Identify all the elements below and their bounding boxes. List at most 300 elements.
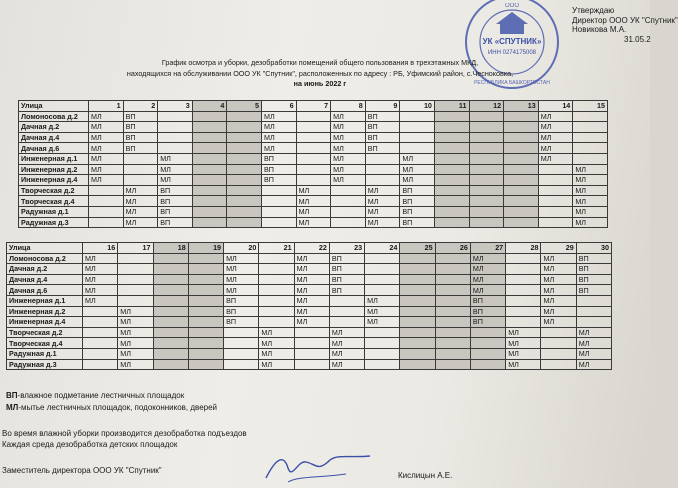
schedule-cell [296,143,331,154]
schedule-cell: МЛ [576,327,611,338]
street-name: Дачная д.4 [19,132,89,143]
schedule-cell: ВП [329,253,364,264]
schedule-cell [538,185,573,196]
schedule-cell: МЛ [365,306,400,317]
schedule-cell: МЛ [331,132,366,143]
schedule-cell: ВП [158,217,193,228]
schedule-cell: ВП [224,306,259,317]
schedule-cell [435,359,470,370]
schedule-cell: МЛ [541,274,576,285]
schedule-cell [331,185,366,196]
table-row [19,185,608,196]
schedule-cell: МЛ [89,175,124,186]
schedule-cell: МЛ [118,317,153,328]
schedule-cell [435,274,470,285]
schedule-cell [434,206,469,217]
schedule-cell [192,185,227,196]
schedule-cell [227,185,262,196]
column-header-day: 8 [331,101,366,112]
approve-position: Директор ООО УК "Спутник" [572,15,678,25]
schedule-cell [365,274,400,285]
schedule-cell: МЛ [331,111,366,122]
schedule-cell [576,295,611,306]
schedule-cell: МЛ [296,196,331,207]
schedule-cell [504,206,539,217]
schedule-cell [188,295,223,306]
schedule-cell: МЛ [294,264,329,275]
schedule-cell [89,185,124,196]
schedule-cell [469,111,504,122]
street-name: Инженерная д.4 [7,317,83,328]
schedule-cell: МЛ [118,359,153,370]
schedule-cell [470,338,505,349]
schedule-cell [329,295,364,306]
schedule-cell: МЛ [573,175,608,186]
schedule-cell [573,143,608,154]
schedule-cell: ВП [329,285,364,296]
schedule-cell: МЛ [365,317,400,328]
schedule-cell [153,285,188,296]
schedule-cell: ВП [400,217,435,228]
column-header-day: 25 [400,243,435,254]
schedule-cell: МЛ [89,143,124,154]
schedule-cell [192,153,227,164]
table-row [19,122,608,133]
schedule-cell: МЛ [400,164,435,175]
schedule-cell: МЛ [123,217,158,228]
schedule-cell [469,217,504,228]
schedule-cell [259,317,294,328]
schedule-cell: МЛ [224,253,259,264]
schedule-cell: ВП [329,274,364,285]
column-header-day: 10 [400,101,435,112]
schedule-cell: МЛ [538,122,573,133]
schedule-cell: МЛ [576,338,611,349]
svg-text:ООО: ООО [504,3,520,9]
schedule-cell: МЛ [261,122,296,133]
schedule-cell [227,143,262,154]
schedule-cell: МЛ [89,153,124,164]
schedule-cell [400,122,435,133]
street-name: Радужная д.1 [19,206,89,217]
schedule-cell [435,327,470,338]
schedule-cell: МЛ [400,153,435,164]
schedule-cell [227,175,262,186]
schedule-cell: ВП [123,122,158,133]
svg-text:ИНН 0274175008: ИНН 0274175008 [487,50,537,56]
table-header-row [7,243,612,254]
column-header-day: 6 [261,101,296,112]
schedule-cell [153,295,188,306]
schedule-cell [192,132,227,143]
schedule-cell: МЛ [331,175,366,186]
schedule-cell [573,132,608,143]
schedule-cell: ВП [123,111,158,122]
title-month: на июнь 2022 г [293,79,347,88]
notes [2,428,247,450]
column-header-day: 28 [506,243,541,254]
schedule-cell [188,317,223,328]
column-header-day: 12 [469,101,504,112]
title-line-2: находящихся на обслуживании ООО УК "Спутник", расположенных по адресу : РБ, Уфимский район, с.Чесноковка, [126,68,514,78]
schedule-cell [153,253,188,264]
schedule-cell [259,264,294,275]
schedule-cell: МЛ [158,164,193,175]
schedule-cell: МЛ [538,132,573,143]
schedule-cell: МЛ [261,111,296,122]
schedule-cell [227,153,262,164]
schedule-cell [259,253,294,264]
schedule-cell [153,338,188,349]
column-header-day: 22 [294,243,329,254]
schedule-cell [259,285,294,296]
column-header-day: 11 [434,101,469,112]
column-header-day: 7 [296,101,331,112]
schedule-cell [434,122,469,133]
schedule-cell [504,196,539,207]
schedule-cell [224,338,259,349]
schedule-cell: ВП [576,274,611,285]
column-header-day: 15 [573,101,608,112]
schedule-cell: МЛ [261,132,296,143]
schedule-cell [400,264,435,275]
schedule-cell [259,274,294,285]
schedule-cell [227,132,262,143]
schedule-cell [89,206,124,217]
schedule-cell [261,217,296,228]
schedule-cell [541,359,576,370]
table-row [7,317,612,328]
schedule-cell: ВП [365,122,400,133]
schedule-cell: ВП [365,132,400,143]
schedule-cell: ВП [576,264,611,275]
schedule-cell [188,253,223,264]
column-header-day: 18 [153,243,188,254]
schedule-cell: МЛ [259,359,294,370]
schedule-cell: ВП [400,185,435,196]
column-header-day: 3 [158,101,193,112]
schedule-cell: МЛ [259,327,294,338]
legend [6,390,217,414]
schedule-cell: МЛ [259,338,294,349]
schedule-cell: МЛ [576,348,611,359]
schedule-cell: МЛ [329,348,364,359]
table-row [19,111,608,122]
schedule-cell [435,338,470,349]
schedule-cell [89,196,124,207]
schedule-cell: МЛ [158,153,193,164]
street-name: Дачная д.6 [19,143,89,154]
schedule-cell: МЛ [506,359,541,370]
street-name: Инженерная д.1 [7,295,83,306]
schedule-cell [573,111,608,122]
schedule-cell: МЛ [261,143,296,154]
schedule-table-2 [6,242,612,370]
schedule-cell: МЛ [296,185,331,196]
legend-vp: ВП-влажное подметание лестничных площадок [6,391,185,400]
schedule-cell: ВП [261,153,296,164]
schedule-cell [541,327,576,338]
schedule-cell [435,285,470,296]
schedule-cell [188,359,223,370]
schedule-cell [541,348,576,359]
column-header-day: 21 [259,243,294,254]
table-header-row [19,101,608,112]
approve-date: 31.05.2 [624,34,651,44]
title-line-1: График осмотра и уборки, дезобработки помещений общего пользования в трехэтажных МКД, [161,58,479,67]
schedule-cell: ВП [470,317,505,328]
schedule-cell: ВП [123,132,158,143]
schedule-cell [506,274,541,285]
schedule-cell [153,317,188,328]
schedule-cell: МЛ [296,206,331,217]
schedule-cell [153,359,188,370]
schedule-cell [365,327,400,338]
schedule-cell [365,285,400,296]
table-row [7,327,612,338]
schedule-cell [365,338,400,349]
schedule-cell [153,348,188,359]
schedule-cell [434,143,469,154]
schedule-cell [296,175,331,186]
street-name: Инженерная д.2 [7,306,83,317]
svg-text:РЕСПУБЛИКА БАШКОРТОСТАН: РЕСПУБЛИКА БАШКОРТОСТАН [474,80,550,86]
street-name: Дачная д.2 [7,264,83,275]
table-row [19,143,608,154]
column-header-day: 30 [576,243,611,254]
schedule-cell [83,359,118,370]
schedule-cell: МЛ [541,306,576,317]
schedule-cell: ВП [576,285,611,296]
schedule-cell [434,132,469,143]
schedule-cell: МЛ [294,295,329,306]
schedule-cell [365,175,400,186]
schedule-cell [123,153,158,164]
schedule-cell [400,143,435,154]
table-row [7,264,612,275]
table-row [7,359,612,370]
schedule-cell: МЛ [123,196,158,207]
schedule-cell [158,111,193,122]
schedule-cell [434,196,469,207]
schedule-cell [89,217,124,228]
schedule-cell [118,253,153,264]
schedule-cell: МЛ [224,285,259,296]
schedule-cell: МЛ [89,132,124,143]
schedule-cell: МЛ [365,295,400,306]
schedule-cell [400,111,435,122]
schedule-cell: МЛ [83,274,118,285]
schedule-cell [123,164,158,175]
schedule-cell [469,153,504,164]
schedule-cell [294,327,329,338]
schedule-cell: ВП [224,295,259,306]
schedule-cell [469,164,504,175]
schedule-cell [365,153,400,164]
schedule-cell [331,196,366,207]
table-row [7,253,612,264]
schedule-cell [294,338,329,349]
schedule-cell: МЛ [89,164,124,175]
schedule-cell [188,327,223,338]
schedule-cell: МЛ [541,253,576,264]
schedule-cell: МЛ [329,327,364,338]
schedule-cell: МЛ [470,285,505,296]
schedule-cell [224,327,259,338]
schedule-cell [541,338,576,349]
schedule-cell [296,164,331,175]
schedule-cell: МЛ [294,317,329,328]
schedule-cell [118,264,153,275]
schedule-cell [331,217,366,228]
schedule-cell: МЛ [400,175,435,186]
schedule-cell: МЛ [365,196,400,207]
schedule-cell [434,185,469,196]
schedule-cell [400,253,435,264]
street-name: Дачная д.2 [19,122,89,133]
column-header-day: 26 [435,243,470,254]
schedule-cell [469,122,504,133]
table-row [19,153,608,164]
column-header-day: 9 [365,101,400,112]
table-row [19,132,608,143]
table-row [7,306,612,317]
schedule-cell: МЛ [329,338,364,349]
schedule-cell [153,327,188,338]
schedule-cell [506,317,541,328]
schedule-cell [296,122,331,133]
schedule-cell [224,359,259,370]
schedule-cell [192,111,227,122]
schedule-cell: МЛ [158,175,193,186]
schedule-cell: МЛ [365,217,400,228]
street-name: Творческая д.4 [19,196,89,207]
schedule-cell [538,196,573,207]
schedule-cell [434,175,469,186]
schedule-cell: МЛ [573,196,608,207]
schedule-cell [504,185,539,196]
signature-position: Заместитель директора ООО УК "Спутник" [2,466,162,475]
column-header-day: 29 [541,243,576,254]
schedule-cell [188,274,223,285]
schedule-cell: ВП [261,164,296,175]
schedule-cell [400,338,435,349]
schedule-cell [192,206,227,217]
schedule-cell: ВП [365,143,400,154]
schedule-cell: МЛ [329,359,364,370]
schedule-cell [400,285,435,296]
schedule-cell: МЛ [294,274,329,285]
schedule-cell [504,143,539,154]
street-name: Творческая д.2 [19,185,89,196]
schedule-cell [538,217,573,228]
schedule-cell [365,348,400,359]
schedule-cell [227,206,262,217]
schedule-cell [227,122,262,133]
schedule-cell [123,175,158,186]
schedule-cell [504,122,539,133]
table-row [19,217,608,228]
schedule-cell: ВП [470,306,505,317]
schedule-cell: МЛ [294,285,329,296]
schedule-cell: МЛ [470,274,505,285]
schedule-cell [434,111,469,122]
schedule-cell: МЛ [365,206,400,217]
schedule-cell [158,122,193,133]
schedule-cell [224,348,259,359]
street-name: Дачная д.6 [7,285,83,296]
street-name: Радужная д.3 [7,359,83,370]
schedule-cell: МЛ [573,164,608,175]
note-1: Во время влажной уборки производится дезобработка подъездов [2,429,247,438]
street-name: Творческая д.2 [7,327,83,338]
street-name: Радужная д.1 [7,348,83,359]
schedule-cell [469,196,504,207]
street-name: Ломоносова д.2 [19,111,89,122]
schedule-cell [435,317,470,328]
table-row [19,206,608,217]
schedule-cell [504,111,539,122]
schedule-cell [576,306,611,317]
schedule-cell [188,264,223,275]
schedule-cell [504,153,539,164]
schedule-cell: ВП [400,206,435,217]
schedule-table-1 [18,100,608,228]
signature-name: Кислицын А.Е. [398,471,453,480]
schedule-cell [506,264,541,275]
schedule-cell [83,338,118,349]
schedule-cell [504,175,539,186]
schedule-cell: МЛ [541,264,576,275]
column-header-day: 27 [470,243,505,254]
column-header-day: 2 [123,101,158,112]
schedule-cell [227,217,262,228]
schedule-cell: МЛ [294,306,329,317]
table-row [7,285,612,296]
schedule-cell [469,175,504,186]
schedule-cell: МЛ [83,253,118,264]
note-2: Каждая среда дезобработка детских площадок [2,440,178,449]
schedule-cell: МЛ [331,153,366,164]
schedule-cell [576,317,611,328]
schedule-cell [83,317,118,328]
schedule-cell [506,306,541,317]
schedule-cell [538,175,573,186]
column-header-day: 4 [192,101,227,112]
schedule-cell: МЛ [83,264,118,275]
svg-text:УК «СПУТНИК»: УК «СПУТНИК» [482,37,542,46]
schedule-cell [470,348,505,359]
schedule-cell: МЛ [541,285,576,296]
table-row [7,295,612,306]
approve-name: Новикова М.А. [572,25,627,34]
schedule-cell [400,317,435,328]
schedule-cell: МЛ [506,338,541,349]
handwritten-signature [258,448,378,488]
table-row [7,348,612,359]
schedule-cell [261,196,296,207]
column-header-day: 5 [227,101,262,112]
schedule-cell: МЛ [89,111,124,122]
approve-label: Утверждаю [572,6,615,15]
schedule-cell [118,274,153,285]
schedule-cell [400,348,435,359]
schedule-cell: ВП [576,253,611,264]
schedule-cell [365,359,400,370]
schedule-cell: ВП [224,317,259,328]
schedule-cell: МЛ [365,185,400,196]
schedule-cell [296,153,331,164]
